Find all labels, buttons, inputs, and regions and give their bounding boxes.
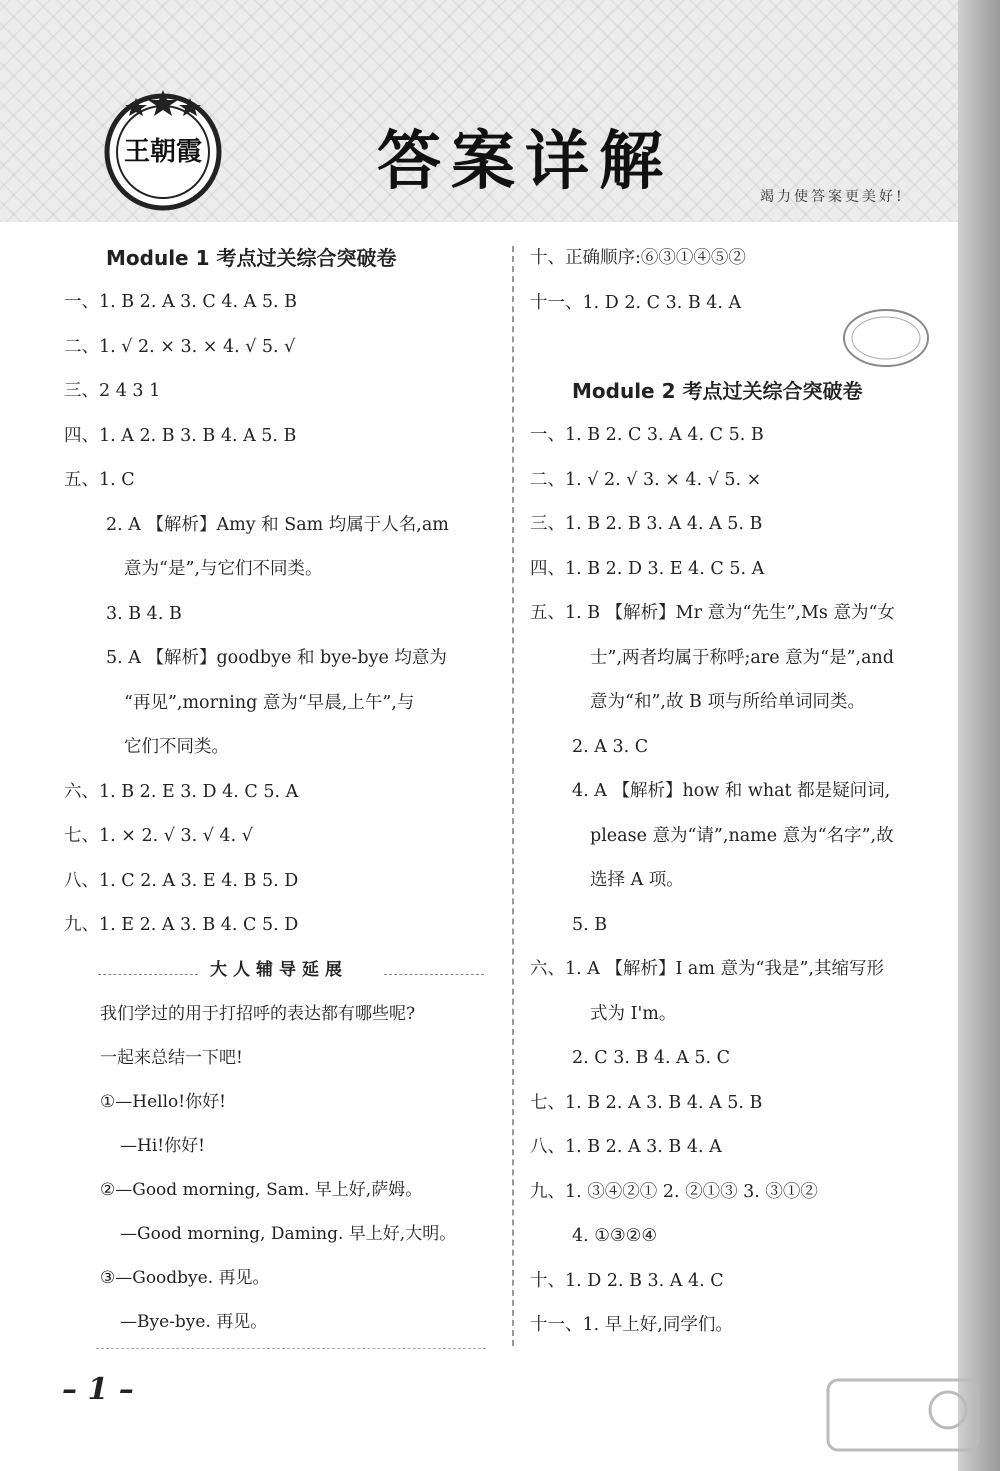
- answer-line: 十一、1. 早上好,同学们。: [530, 1315, 733, 1335]
- column-divider: [512, 246, 514, 1346]
- page-number: – 1 –: [62, 1372, 134, 1407]
- page-edge-shadow: [958, 0, 1000, 1471]
- answer-line: 七、1. × 2. √ 3. √ 4. √: [64, 826, 253, 846]
- answer-line: 五、1. C: [64, 470, 135, 490]
- slogan: 竭力使答案更美好!: [760, 189, 905, 205]
- guide-line: 一起来总结一下吧!: [100, 1047, 243, 1068]
- answer-line: 选择 A 项。: [590, 870, 684, 890]
- brand-logo-icon: [100, 86, 226, 212]
- answer-line: 4. ①③②④: [572, 1226, 658, 1246]
- site-watermark-icon: [818, 1370, 988, 1460]
- footer-rule: [96, 1348, 486, 1349]
- answer-line: 九、1. ③④②① 2. ②①③ 3. ③①②: [530, 1181, 818, 1202]
- parent-guide-heading: 大人辅导延展: [64, 948, 494, 992]
- answer-line: 式为 I'm。: [590, 1003, 677, 1024]
- guide-line: ①—Hello!你好!: [100, 1091, 226, 1112]
- answer-line: 一、1. B 2. A 3. C 4. A 5. B: [64, 292, 297, 312]
- answer-line: 八、1. C 2. A 3. E 4. B 5. D: [64, 870, 299, 891]
- svg-text:王朝霞: 王朝霞: [123, 137, 203, 167]
- answer-line: 九、1. E 2. A 3. B 4. C 5. D: [64, 915, 299, 935]
- module-2-title: Module 2 考点过关综合突破卷: [572, 379, 863, 403]
- answer-line: 4. A 【解析】how 和 what 都是疑问词,: [572, 781, 891, 801]
- answer-line: 十、1. D 2. B 3. A 4. C: [530, 1270, 724, 1291]
- answer-line: 士”,两者均属于称呼;are 意为“是”,and: [590, 647, 894, 668]
- answer-line: 5. A 【解析】goodbye 和 bye-bye 均意为: [106, 648, 447, 668]
- answer-line: 七、1. B 2. A 3. B 4. A 5. B: [530, 1092, 763, 1113]
- answer-line: 八、1. B 2. A 3. B 4. A: [530, 1137, 722, 1157]
- answer-line: 四、1. A 2. B 3. B 4. A 5. B: [64, 425, 297, 446]
- answer-line: 六、1. B 2. E 3. D 4. C 5. A: [64, 781, 299, 802]
- answer-line: “再见”,morning 意为“早晨,上午”,与: [124, 692, 415, 713]
- answer-line: 五、1. B 【解析】Mr 意为“先生”,Ms 意为“女: [530, 603, 895, 623]
- answer-line: 2. A 3. C: [572, 736, 649, 757]
- answer-line: 2. A 【解析】Amy 和 Sam 均属于人名,am: [106, 514, 449, 535]
- answer-line: 十一、1. D 2. C 3. B 4. A: [530, 292, 742, 313]
- answer-line: 5. B: [572, 914, 608, 935]
- answer-line: 十、正确顺序:⑥③①④⑤②: [530, 248, 746, 268]
- guide-line: —Bye-bye. 再见。: [120, 1311, 268, 1332]
- homework-stamp-icon: [840, 306, 932, 370]
- answer-line: 2. C 3. B 4. A 5. C: [572, 1048, 731, 1068]
- guide-line: 我们学过的用于打招呼的表达都有哪些呢?: [100, 1003, 416, 1024]
- module-1-title: Module 1 考点过关综合突破卷: [106, 246, 397, 270]
- guide-line: ②—Good morning, Sam. 早上好,萨姆。: [100, 1179, 423, 1200]
- answer-line: 它们不同类。: [124, 737, 229, 757]
- answer-line: please 意为“请”,name 意为“名字”,故: [590, 825, 894, 846]
- guide-line: —Good morning, Daming. 早上好,大明。: [120, 1223, 457, 1244]
- page-title: 答案详解: [377, 125, 673, 199]
- answer-line: 一、1. B 2. C 3. A 4. C 5. B: [530, 425, 764, 445]
- answer-line: 二、1. √ 2. × 3. × 4. √ 5. √: [64, 336, 296, 357]
- answer-line: 三、2 4 3 1: [64, 381, 161, 401]
- answer-line: 三、1. B 2. B 3. A 4. A 5. B: [530, 514, 763, 534]
- right-column: [530, 236, 960, 1348]
- answer-line: 二、1. √ 2. √ 3. × 4. √ 5. ×: [530, 469, 762, 490]
- answer-line: 六、1. A 【解析】I am 意为“我是”,其缩写形: [530, 959, 884, 979]
- guide-line: ③—Goodbye. 再见。: [100, 1267, 270, 1288]
- left-column: [64, 236, 494, 1344]
- answer-line: 3. B 4. B: [106, 603, 182, 624]
- answer-line: 意为“是”,与它们不同类。: [124, 559, 323, 579]
- guide-line: —Hi!你好!: [120, 1135, 205, 1156]
- answer-line: 意为“和”,故 B 项与所给单词同类。: [590, 692, 865, 712]
- answer-line: 四、1. B 2. D 3. E 4. C 5. A: [530, 558, 765, 579]
